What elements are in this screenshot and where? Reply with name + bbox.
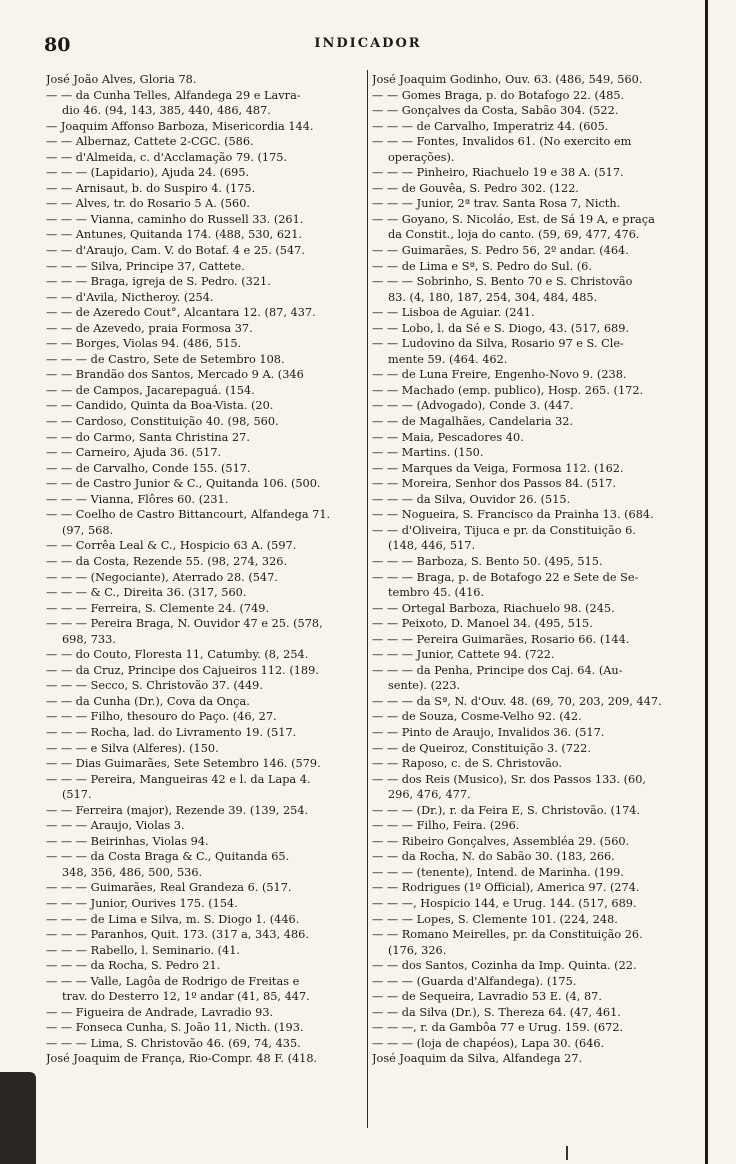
index-entry: — — de Queiroz, Constituição 3. (722. <box>372 741 591 755</box>
index-entry: — — — da Silva, Ouvidor 26. (515. <box>372 492 571 506</box>
index-entry: — — Alves, tr. do Rosario 5 A. (560. <box>46 197 251 211</box>
index-entry: — — — Pinheiro, Riachuelo 19 e 38 A. (517. <box>372 166 624 180</box>
index-entry: — — — Ferreira, S. Clemente 24. (749. <box>46 601 270 615</box>
index-entry: — — Arnisaut, b. do Suspiro 4. (175. <box>46 181 256 195</box>
index-entry: — — Albernaz, Cattete 2-CGC. (586. <box>46 135 254 149</box>
index-entry: — — — Vianna, Flôres 60. (231. <box>46 492 229 506</box>
index-entry: — — — da Costa Braga & C., Quitanda 65. <box>46 850 290 864</box>
index-entry: — — — Braga, p. de Botafogo 22 e Sete de Se- <box>372 570 639 584</box>
index-entry: José João Alves, Gloria 78. <box>46 73 197 86</box>
index-entry: — — d'Avila, Nictheroy. (254. <box>46 290 214 304</box>
index-entry: — — — Pereira Guimarães, Rosario 66. (144. <box>372 632 630 646</box>
index-entry: — — — Rabello, l. Seminario. (41. <box>46 943 241 957</box>
index-entry: José Joaquim da Silva, Alfandega 27. <box>372 1052 583 1066</box>
index-entry: — — — Fontes, Invalidos 61. (No exercito em <box>372 135 632 149</box>
index-entry: — — —, Hospicio 144, e Urug. 144. (517, 689. <box>372 896 637 910</box>
index-entry: — — da Cunha Telles, Alfandega 29 e Lavra- <box>46 88 301 102</box>
index-entry: — — Figueira de Andrade, Lavradio 93. <box>46 1005 274 1019</box>
index-entry: (517. <box>62 788 92 802</box>
index-entry: — — Ribeiro Gonçalves, Assembléa 29. (560. <box>372 834 630 848</box>
index-entry: — — de Azevedo, praia Formosa 37. <box>46 321 253 335</box>
index-entry: — — — (Negociante), Aterrado 28. (547. <box>46 570 278 584</box>
index-entry: — — — (tenente), Intend. de Marinha. (199. <box>372 865 624 879</box>
index-entry: — — Antunes, Quitanda 174. (488, 530, 621. <box>46 228 303 242</box>
index-entry: — — — da Rocha, S. Pedro 21. <box>46 959 221 973</box>
index-entry: — — Ludovino da Silva, Rosario 97 e S. Cle- <box>372 337 624 351</box>
ink-speck <box>566 1146 568 1160</box>
index-entry: — — — (Advogado), Conde 3. (447. <box>372 399 574 413</box>
index-entry: — — dos Santos, Cozinha da Imp. Quinta. (22. <box>372 959 637 973</box>
index-entry: — — de Azeredo Cout°, Alcantara 12. (87, 437. <box>46 306 316 320</box>
index-entry: — — Carneiro, Ajuda 36. (517. <box>46 446 222 460</box>
index-entry: — — Moreira, Senhor dos Passos 84. (517. <box>372 477 617 491</box>
index-entry: — — Rodrigues (1º Official), America 97. (274. <box>372 881 640 895</box>
index-entry: — — — Silva, Principe 37, Cattete. <box>46 259 245 273</box>
index-entry: — — Marques da Veiga, Formosa 112. (162. <box>372 461 624 475</box>
index-entry: tembro 45. (416. <box>388 586 485 600</box>
index-entry: — — Romano Meirelles, pr. da Constituição 26. <box>372 928 643 942</box>
index-entry: — Joaquim Affonso Barboza, Misericordia 144. <box>46 119 314 133</box>
index-entry: — — Gonçalves da Costa, Sabão 304. (522. <box>372 104 619 118</box>
index-entry: — — Corrêa Leal & C., Hospicio 63 A. (597. <box>46 539 297 553</box>
index-entry: 698, 733. <box>62 632 116 646</box>
index-entry: — — de Carvalho, Conde 155. (517. <box>46 461 251 475</box>
index-entry: — — — Secco, S. Christovão 37. (449. <box>46 679 263 693</box>
index-entry: — — Candido, Quinta da Boa-Vista. (20. <box>46 399 274 413</box>
index-entry: — — Coelho de Castro Bittancourt, Alfandega 71. <box>46 508 331 522</box>
index-entry: — — da Silva (Dr.), S. Thereza 64. (47, 461. <box>372 1005 621 1019</box>
index-entry: (148, 446, 517. <box>388 539 476 553</box>
index-entry: — — Fonseca Cunha, S. João 11, Nicth. (193. <box>46 1021 304 1035</box>
index-entry: — — Gomes Braga, p. do Botafogo 22. (485. <box>372 88 625 102</box>
index-entry: — — — e Silva (Alferes). (150. <box>46 741 219 755</box>
index-entry: — — — (Dr.), r. da Feira E, S. Christovão. (174. <box>372 803 641 817</box>
index-entry: 83. (4, 180, 187, 254, 304, 484, 485. <box>388 290 598 304</box>
index-entry: (176, 326. <box>388 943 447 957</box>
index-entry: — — — (Guarda d'Alfandega). (175. <box>372 974 577 988</box>
index-entry: 296, 476, 477. <box>388 788 471 802</box>
index-entry: — — — de Carvalho, Imperatriz 44. (605. <box>372 119 609 133</box>
index-entry: — — do Carmo, Santa Christina 27. <box>46 430 250 444</box>
running-head: INDICADOR <box>314 36 422 51</box>
index-entry: — — — Junior, Cattete 94. (722. <box>372 648 555 662</box>
index-entry: — — da Costa, Rezende 55. (98, 274, 326. <box>46 554 288 568</box>
index-entry: — — Goyano, S. Nicoláo, Est. de Sá 19 A, e praça <box>372 212 655 226</box>
index-entry: — — — de Castro, Sete de Setembro 108. <box>46 352 285 366</box>
index-entry: — — — da Penha, Principe dos Caj. 64. (Au- <box>372 663 623 677</box>
index-entry: — — — Araujo, Violas 3. <box>46 819 185 833</box>
index-entry: — — de Gouvêa, S. Pedro 302. (122. <box>372 181 579 195</box>
right-column <box>372 72 690 1067</box>
index-entry: — — — Junior, Ourives 175. (154. <box>46 896 238 910</box>
index-entry: — — — de Lima e Silva, m. S. Diogo 1. (446. <box>46 912 300 926</box>
index-entry: — — de Castro Junior & C., Quitanda 106. (500. <box>46 477 321 491</box>
index-entry: — — Lobo, l. da Sé e S. Diogo, 43. (517, 689. <box>372 321 630 335</box>
index-entry: — — — Paranhos, Quit. 173. (317 a, 343, 486. <box>46 928 309 942</box>
index-entry: José Joaquim Godinho, Ouv. 63. (486, 549, 560. <box>372 73 643 86</box>
index-entry: — — — Lima, S. Christovão 46. (69, 74, 435. <box>46 1036 301 1050</box>
index-entry: — — da Cunha (Dr.), Cova da Onça. <box>46 694 250 708</box>
index-entry: dio 46. (94, 143, 385, 440, 486, 487. <box>62 104 271 118</box>
index-entry: — — d'Almeida, c. d'Acclamação 79. (175. <box>46 150 288 164</box>
index-entry: — — — Filho, thesouro do Paço. (46, 27. <box>46 710 277 724</box>
binding-mark <box>0 1072 36 1164</box>
column-divider <box>367 70 368 1128</box>
index-entry: — — — Filho, Feira. (296. <box>372 819 520 833</box>
index-entry: — — Brandão dos Santos, Mercado 9 A. (346 <box>46 368 304 382</box>
index-entry: — — — Lopes, S. Clemente 101. (224, 248. <box>372 912 618 926</box>
index-entry: — — — Pereira, Mangueiras 42 e l. da Lapa 4. <box>46 772 311 786</box>
index-entry: — — — Guimarães, Real Grandeza 6. (517. <box>46 881 292 895</box>
index-entry: — — — Valle, Lagôa de Rodrigo de Freitas e <box>46 974 300 988</box>
index-entry: — — Ortegal Barboza, Riachuelo 98. (245. <box>372 601 615 615</box>
index-entry: — — — Junior, 2ª trav. Santa Rosa 7, Nicth. <box>372 197 621 211</box>
index-entry: — — Borges, Violas 94. (486, 515. <box>46 337 242 351</box>
index-entry: — — —, r. da Gambôa 77 e Urug. 159. (672. <box>372 1021 624 1035</box>
index-entry: — — — Vianna, caminho do Russell 33. (261. <box>46 212 304 226</box>
index-entry: — — — (loja de chapéos), Lapa 30. (646. <box>372 1036 605 1050</box>
index-entry: — — do Couto, Floresta 11, Catumby. (8, 254. <box>46 648 309 662</box>
index-entry: — — Raposo, c. de S. Christovão. <box>372 757 563 771</box>
index-entry: — — Pinto de Araujo, Invalidos 36. (517. <box>372 725 605 739</box>
index-entry: — — de Campos, Jacarepaguá. (154. <box>46 383 255 397</box>
index-entry: — — da Cruz, Principe dos Cajueiros 112. (189. <box>46 663 319 677</box>
index-entry: — — — Braga, igreja de S. Pedro. (321. <box>46 275 271 289</box>
index-entry: — — de Magalhães, Candelaria 32. <box>372 415 574 429</box>
index-entry: mente 59. (464. 462. <box>388 352 508 366</box>
index-entry: sente). (223. <box>388 679 461 693</box>
index-entry: — — — Rocha, lad. do Livramento 19. (517. <box>46 725 297 739</box>
page-number: 80 <box>44 34 71 56</box>
index-entry: — — — (Lapidario), Ajuda 24. (695. <box>46 166 250 180</box>
index-entry: — — — Sobrinho, S. Bento 70 e S. Christovão <box>372 275 633 289</box>
index-entry: — — Peixoto, D. Manoel 34. (495, 515. <box>372 617 593 631</box>
index-entry: — — Dias Guimarães, Sete Setembro 146. (579. <box>46 757 321 771</box>
index-entry: da Constit., loja do canto. (59, 69, 477, 476. <box>388 228 640 242</box>
index-entry: — — — Pereira Braga, N. Ouvidor 47 e 25. (578, <box>46 617 323 631</box>
index-entry: — — d'Araujo, Cam. V. do Botaf. 4 e 25. (547. <box>46 244 305 258</box>
index-entry: — — d'Oliveira, Tijuca e pr. da Constituição 6. <box>372 523 636 537</box>
index-entry: — — Martins. (150. <box>372 446 484 460</box>
index-entry: — — Guimarães, S. Pedro 56, 2º andar. (464. <box>372 244 629 258</box>
index-entry: — — Maia, Pescadores 40. <box>372 430 524 444</box>
index-entry: 348, 356, 486, 500, 536. <box>62 865 203 879</box>
index-entry: — — da Rocha, N. do Sabão 30. (183, 266. <box>372 850 615 864</box>
index-entry: — — — & C., Direita 36. (317, 560. <box>46 586 247 600</box>
index-entry: — — Lisboa de Aguiar. (241. <box>372 306 535 320</box>
index-entry: José Joaquim de França, Rio-Compr. 48 F. (418. <box>46 1052 318 1066</box>
index-entry: — — Ferreira (major), Rezende 39. (139, 254. <box>46 803 309 817</box>
index-entry: — — dos Reis (Musico), Sr. dos Passos 133. (60, <box>372 772 646 786</box>
page-edge-rule <box>705 0 708 1164</box>
index-entry: — — — da Sª, N. d'Ouv. 48. (69, 70, 203, 209, 447. <box>372 694 662 708</box>
index-entry: (97, 568. <box>62 523 114 537</box>
index-entry: — — — Beirinhas, Violas 94. <box>46 834 209 848</box>
index-entry: — — de Souza, Cosme-Velho 92. (42. <box>372 710 582 724</box>
index-entry: — — Nogueira, S. Francisco da Prainha 13. (684. <box>372 508 654 522</box>
index-entry: — — de Luna Freire, Engenho-Novo 9. (238. <box>372 368 627 382</box>
index-entry: — — Cardoso, Constituição 40. (98, 560. <box>46 415 279 429</box>
index-entry: operações). <box>388 150 455 164</box>
index-entry: — — Machado (emp. publico), Hosp. 265. (172. <box>372 383 644 397</box>
index-entry: — — — Barboza, S. Bento 50. (495, 515. <box>372 554 603 568</box>
index-entry: — — de Lima e Sª, S. Pedro do Sul. (6. <box>372 259 592 273</box>
index-entry: trav. do Desterro 12, 1º andar (41, 85, 447. <box>62 990 310 1004</box>
left-column <box>46 72 366 1067</box>
index-entry: — — de Sequeira, Lavradio 53 E. (4, 87. <box>372 990 602 1004</box>
